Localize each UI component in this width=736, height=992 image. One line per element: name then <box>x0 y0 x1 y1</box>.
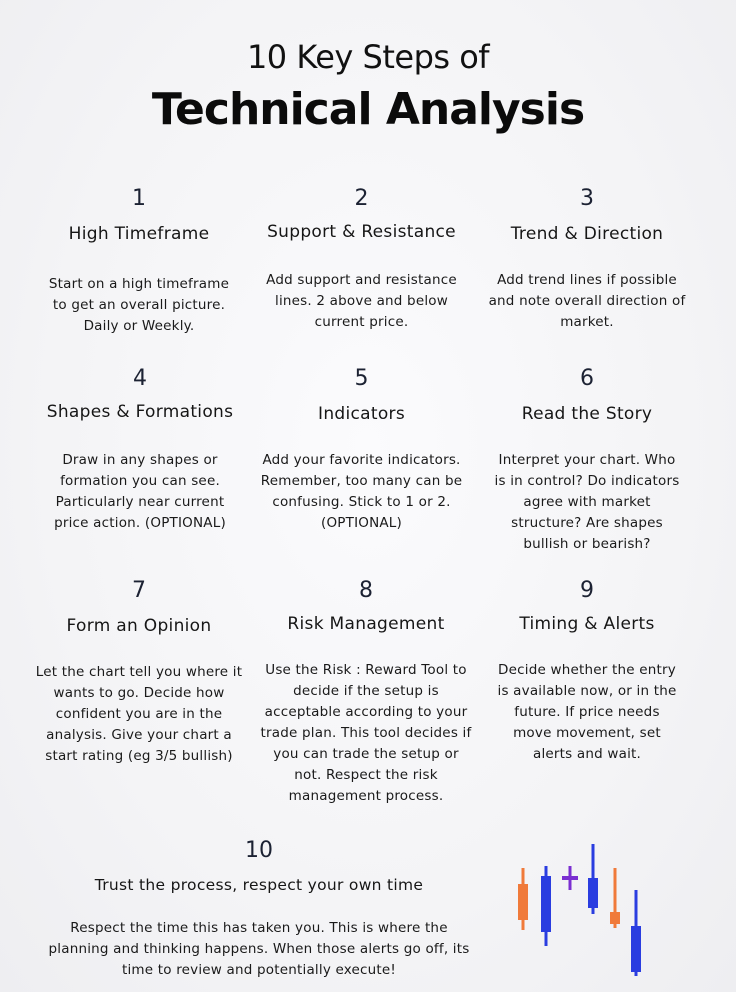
step-7 <box>32 578 246 767</box>
step-description: Use the Risk : Reward Tool to decide if the setup is acceptable according to your trade plan. This tool decides if you can trade the setup or not. Respect the risk management process. <box>260 662 472 804</box>
step-description: Respect the time this has taken you. This is where the planning and thinking happens. When those alerts go off, its time to review and potentially execute! <box>48 920 470 978</box>
step-title: Risk Management <box>287 614 445 634</box>
header-title: Technical Analysis <box>151 84 585 135</box>
step-number: 10 <box>245 838 273 863</box>
step-description: Decide whether the entry is available now, or in the future. If price needs move movement, set alerts and wait. <box>497 662 677 762</box>
candle-2 <box>541 866 551 946</box>
step-title: Support & Resistance <box>267 222 456 242</box>
step-5 <box>254 366 469 534</box>
step-9 <box>494 578 680 765</box>
step-10 <box>48 838 470 981</box>
step-description: Add your favorite indicators. Remember, too many can be confusing. Stick to 1 or 2. (OPTIONAL) <box>260 452 463 531</box>
step-number: 8 <box>359 578 373 603</box>
candle-4 <box>588 844 598 914</box>
candle-5 <box>610 868 620 928</box>
step-number: 4 <box>133 366 147 391</box>
step-description: Draw in any shapes or formation you can see. Particularly near current price action. (OPTIONAL) <box>54 452 226 531</box>
step-description: Add trend lines if possible and note overall direction of market. <box>488 272 686 330</box>
step-title: Form an Opinion <box>66 616 212 636</box>
step-description: Interpret your chart. Who is in control? Do indicators agree with market structure? Are shapes bullish or bearish? <box>494 452 680 552</box>
step-number: 3 <box>580 186 594 211</box>
step-title: High Timeframe <box>68 224 210 244</box>
step-3 <box>488 186 686 333</box>
candle-6 <box>631 890 641 976</box>
step-number: 7 <box>132 578 146 603</box>
step-title: Read the Story <box>521 404 653 424</box>
step-title: Trust the process, respect your own time <box>94 876 424 894</box>
step-6 <box>494 366 680 555</box>
step-title: Shapes & Formations <box>46 402 234 422</box>
step-8 <box>258 578 474 807</box>
candle-3-cross <box>562 866 578 890</box>
step-number: 5 <box>354 366 369 391</box>
step-title: Trend & Direction <box>510 224 664 244</box>
step-2 <box>254 186 469 333</box>
step-number: 6 <box>580 366 594 391</box>
header-subtitle: 10 Key Steps of <box>246 38 490 76</box>
step-number: 9 <box>580 578 594 603</box>
candle-1 <box>518 868 528 930</box>
step-title: Timing & Alerts <box>519 614 655 634</box>
step-title: Indicators <box>318 404 405 424</box>
step-1 <box>44 186 234 337</box>
step-description: Let the chart tell you where it wants to go. Decide how confident you are in the analysis. Give your chart a start rating (eg 3/5 bullish) <box>35 664 243 764</box>
step-number: 1 <box>132 186 146 211</box>
step-description: Add support and resistance lines. 2 above and below current price. <box>266 272 457 330</box>
candlestick-chart-icon <box>508 838 658 983</box>
step-description: Start on a high timeframe to get an overall picture. Daily or Weekly. <box>48 276 230 334</box>
step-4 <box>40 366 240 534</box>
step-number: 2 <box>354 186 369 211</box>
